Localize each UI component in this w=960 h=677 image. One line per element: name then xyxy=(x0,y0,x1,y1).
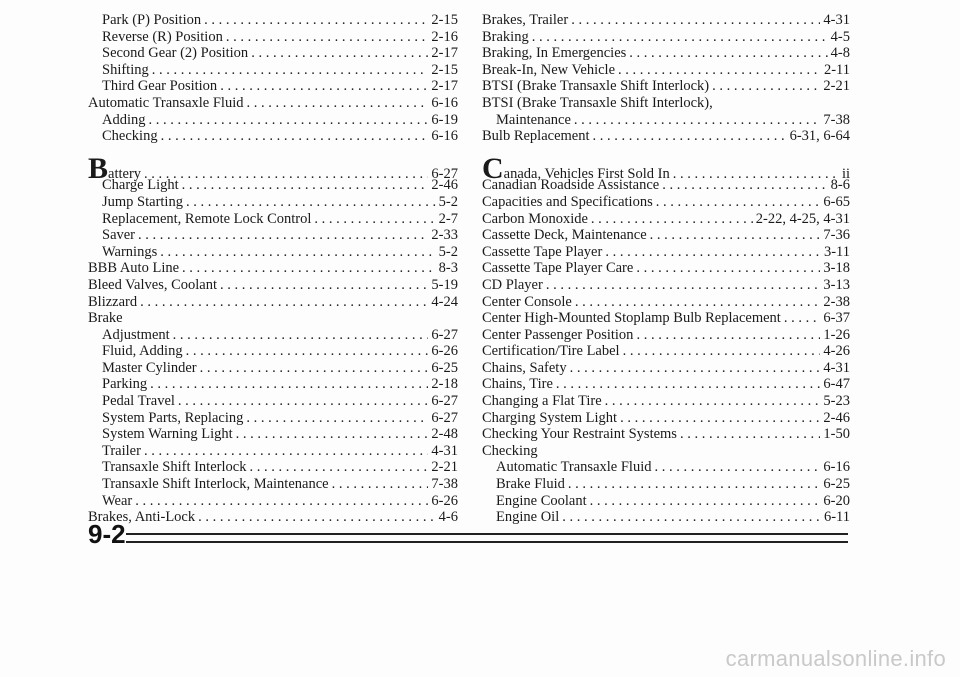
index-column-right xyxy=(482,12,850,526)
index-group xyxy=(88,327,458,526)
index-entry-label: Capacities and Specifications xyxy=(482,193,653,210)
index-entry-page: 5-19 xyxy=(431,276,458,293)
index-entry-page: 2-38 xyxy=(823,293,850,310)
index-entry xyxy=(482,29,850,46)
index-entry-page: 4-26 xyxy=(823,343,850,360)
index-entry-label: Replacement, Remote Lock Control xyxy=(102,210,312,227)
index-entry xyxy=(482,194,850,211)
index-heading-brake: Brake xyxy=(88,310,123,327)
section-initial: B xyxy=(88,151,109,185)
index-entry xyxy=(88,443,458,460)
index-entry-label: Blizzard xyxy=(88,293,138,310)
index-entry-page: 4-6 xyxy=(438,509,458,526)
section-initial: C xyxy=(482,151,504,185)
index-entry xyxy=(482,343,850,360)
index-entry-label: Reverse (R) Position xyxy=(102,28,223,45)
index-entry-page: 2-17 xyxy=(431,78,458,95)
index-heading-checking: Checking xyxy=(482,442,538,459)
index-entry-page: 3-11 xyxy=(823,243,850,260)
index-entry-page: 8-6 xyxy=(830,177,850,194)
index-entry xyxy=(482,211,850,228)
index-entry xyxy=(482,227,850,244)
index-entry-page: 6-11 xyxy=(823,509,850,526)
index-entry xyxy=(482,78,850,95)
index-entry-page: 6-37 xyxy=(823,310,850,327)
index-entry-page: 4-31 xyxy=(823,359,850,376)
index-entry-label: Shifting xyxy=(102,61,149,78)
index-entry-label: Adding xyxy=(102,111,146,128)
index-entry-label: Certification/Tire Label xyxy=(482,343,620,360)
index-entry xyxy=(482,493,850,510)
index-entry xyxy=(88,12,458,29)
index-entry-page: 7-38 xyxy=(431,476,458,493)
index-entry-label: Warnings xyxy=(102,243,158,260)
index-entry xyxy=(88,327,458,344)
footer-rule xyxy=(126,533,848,543)
index-entry-page: 6-16 xyxy=(431,128,458,145)
index-entry-label: Third Gear Position xyxy=(102,78,218,95)
index-entry-page: 6-27 xyxy=(431,326,458,343)
index-entry xyxy=(88,194,458,211)
index-entry xyxy=(88,78,458,95)
index-entry-label: Brakes, Trailer xyxy=(482,12,569,28)
watermark-text: carmanualsonline.info xyxy=(725,646,946,671)
index-entry-page: 6-25 xyxy=(823,476,850,493)
index-entry-page: 6-16 xyxy=(431,94,458,111)
index-entry-page: 2-18 xyxy=(431,376,458,393)
index-entry xyxy=(88,45,458,62)
index-entry-page: 5-2 xyxy=(438,243,458,260)
index-entry-label: Chains, Tire xyxy=(482,376,553,393)
index-entry-page: 8-3 xyxy=(438,260,458,277)
index-entry xyxy=(482,393,850,410)
index-group xyxy=(482,177,850,443)
index-entry-page: 7-36 xyxy=(823,227,850,244)
index-entry xyxy=(88,244,458,261)
index-entry xyxy=(482,410,850,427)
index-entry-page: 1-26 xyxy=(823,326,850,343)
index-entry-label: Second Gear (2) Position xyxy=(102,45,249,62)
index-entry-page: 3-18 xyxy=(823,260,850,277)
index-entry xyxy=(88,294,458,311)
index-entry-label: Center High-Mounted Stoplamp Bulb Replacement xyxy=(482,310,781,327)
index-entry xyxy=(88,211,458,228)
index-entry-page: 4-8 xyxy=(830,45,850,62)
index-group xyxy=(88,177,458,310)
index-entry-label: Braking, In Emergencies xyxy=(482,45,627,62)
index-entry-page: 2-15 xyxy=(431,61,458,78)
index-entry xyxy=(482,376,850,393)
index-entry xyxy=(482,459,850,476)
index-group xyxy=(482,12,850,95)
index-entry-label: Engine Oil xyxy=(496,509,560,526)
index-entry-page: 2-17 xyxy=(431,45,458,62)
index-entry-label: Changing a Flat Tire xyxy=(482,393,602,410)
index-entry-page: 6-47 xyxy=(823,376,850,393)
index-group xyxy=(88,12,458,145)
index-entry-label: Saver xyxy=(102,227,136,244)
index-entry-label: BTSI (Brake Transaxle Shift Interlock) xyxy=(482,78,710,95)
index-entry-label: Automatic Transaxle Fluid xyxy=(88,94,244,111)
index-entry-page: 2-22, 4-25, 4-31 xyxy=(755,210,850,227)
index-entry-page: 6-19 xyxy=(431,111,458,128)
index-entry xyxy=(482,360,850,377)
index-entry-page: 2-48 xyxy=(431,426,458,443)
index-entry-label: Fluid, Adding xyxy=(102,343,183,360)
index-entry xyxy=(88,476,458,493)
index-entry-label: System Parts, Replacing xyxy=(102,409,244,426)
index-entry xyxy=(88,410,458,427)
index-entry-page: 6-65 xyxy=(823,193,850,210)
index-entry-label: Checking xyxy=(102,128,158,145)
index-entry xyxy=(88,459,458,476)
index-entry xyxy=(482,260,850,277)
index-entry xyxy=(482,327,850,344)
index-entry-label: Transaxle Shift Interlock xyxy=(102,459,247,476)
index-entry-page: 5-23 xyxy=(823,393,850,410)
index-entry xyxy=(88,426,458,443)
index-entry-page: 2-21 xyxy=(431,459,458,476)
index-entry-page: 2-11 xyxy=(823,61,850,78)
index-entry-label: Wear xyxy=(102,492,133,509)
index-entry-page: 2-46 xyxy=(823,409,850,426)
index-column-left xyxy=(88,12,458,526)
index-entry-page: 2-7 xyxy=(438,210,458,227)
index-entry-page: 6-27 xyxy=(431,409,458,426)
index-entry-label: Checking Your Restraint Systems xyxy=(482,426,677,443)
index-entry-label: Brake Fluid xyxy=(496,476,565,493)
index-entry xyxy=(88,360,458,377)
index-entry-label: Pedal Travel xyxy=(102,393,175,410)
index-entry-label: Center Console xyxy=(482,293,572,310)
index-entry-label: Park (P) Position xyxy=(102,12,202,28)
index-entry-label: Braking xyxy=(482,28,529,45)
index-entry-label: Center Passenger Position xyxy=(482,326,634,343)
index-entry xyxy=(482,12,850,29)
index-entry-label: Engine Coolant xyxy=(496,492,587,509)
index-entry xyxy=(88,260,458,277)
index-entry-page: 6-26 xyxy=(431,343,458,360)
index-entry-label: Break-In, New Vehicle xyxy=(482,61,615,78)
index-entry xyxy=(88,393,458,410)
index-entry xyxy=(88,128,458,145)
index-entry: Bulb Replacement . . . 6-31, 6-64 xyxy=(482,128,850,145)
index-entry xyxy=(482,294,850,311)
index-entry-page: 4-31 xyxy=(823,12,850,28)
index-entry xyxy=(88,509,458,526)
index-entry xyxy=(88,277,458,294)
index-entry-label: Trailer xyxy=(102,442,141,459)
index-entry-label: System Warning Light xyxy=(102,426,233,443)
index-entry-label: Chains, Safety xyxy=(482,359,567,376)
index-entry-label: Cassette Tape Player Care xyxy=(482,260,634,277)
index-entry-label: Adjustment xyxy=(102,326,170,343)
index-entry xyxy=(482,509,850,526)
index-entry-page: 2-15 xyxy=(431,12,458,28)
index-entry xyxy=(88,29,458,46)
index-entry-canada: Canada, Vehicles First Sold In . . . ii xyxy=(482,161,850,178)
index-entry-page: 6-27 xyxy=(431,393,458,410)
index-entry-label: Jump Starting xyxy=(102,193,183,210)
index-entry-page: 6-25 xyxy=(431,359,458,376)
index-entry xyxy=(482,476,850,493)
index-entry xyxy=(88,227,458,244)
index-heading-btsi: BTSI (Brake Transaxle Shift Interlock), xyxy=(482,94,713,111)
index-entry-page: 2-46 xyxy=(431,177,458,194)
index-entry-label: Carbon Monoxide xyxy=(482,210,588,227)
index-entry: Maintenance . . . 7-38 xyxy=(482,112,850,129)
page-number: 9-2 xyxy=(88,519,126,549)
index-entry-page: 4-31 xyxy=(431,442,458,459)
index-entry xyxy=(88,343,458,360)
index-entry xyxy=(482,244,850,261)
index-entry-page: 6-20 xyxy=(823,492,850,509)
index-entry xyxy=(88,493,458,510)
index-entry xyxy=(482,45,850,62)
index-entry-battery: Battery . . . 6-27 xyxy=(88,161,458,178)
index-entry-label: Transaxle Shift Interlock, Maintenance xyxy=(102,476,329,493)
index-entry xyxy=(88,177,458,194)
index-entry-page: 6-16 xyxy=(823,459,850,476)
index-entry-label: Bleed Valves, Coolant xyxy=(88,276,218,293)
index-entry-label: Cassette Deck, Maintenance xyxy=(482,227,647,244)
index-entry xyxy=(482,310,850,327)
index-entry-page: 2-16 xyxy=(431,28,458,45)
index-entry xyxy=(482,426,850,443)
index-entry-page: 5-2 xyxy=(438,193,458,210)
index-entry-label: Canadian Roadside Assistance xyxy=(482,177,660,194)
index-entry xyxy=(482,277,850,294)
index-entry-label: Parking xyxy=(102,376,148,393)
index-entry-page: 4-24 xyxy=(431,293,458,310)
index-entry-page: 6-26 xyxy=(431,492,458,509)
index-entry-label: Charging System Light xyxy=(482,409,618,426)
index-entry-page: 2-21 xyxy=(823,78,850,95)
index-entry xyxy=(482,177,850,194)
index-entry-label: Cassette Tape Player xyxy=(482,243,603,260)
index-entry-label: Brakes, Anti-Lock xyxy=(88,509,196,526)
index-entry xyxy=(482,62,850,79)
index-entry-page: 4-5 xyxy=(830,28,850,45)
index-entry-page: 3-13 xyxy=(823,276,850,293)
index-entry-page: 2-33 xyxy=(431,227,458,244)
index-entry xyxy=(88,95,458,112)
index-entry xyxy=(88,62,458,79)
index-entry-label: BBB Auto Line xyxy=(88,260,180,277)
index-entry-label: Master Cylinder xyxy=(102,359,197,376)
index-entry xyxy=(88,112,458,129)
index-entry-label: Charge Light xyxy=(102,177,179,194)
index-entry xyxy=(88,376,458,393)
index-group xyxy=(482,459,850,525)
index-entry-label: CD Player xyxy=(482,276,543,293)
index-entry-page: 1-50 xyxy=(823,426,850,443)
index-entry-label: Automatic Transaxle Fluid xyxy=(496,459,652,476)
